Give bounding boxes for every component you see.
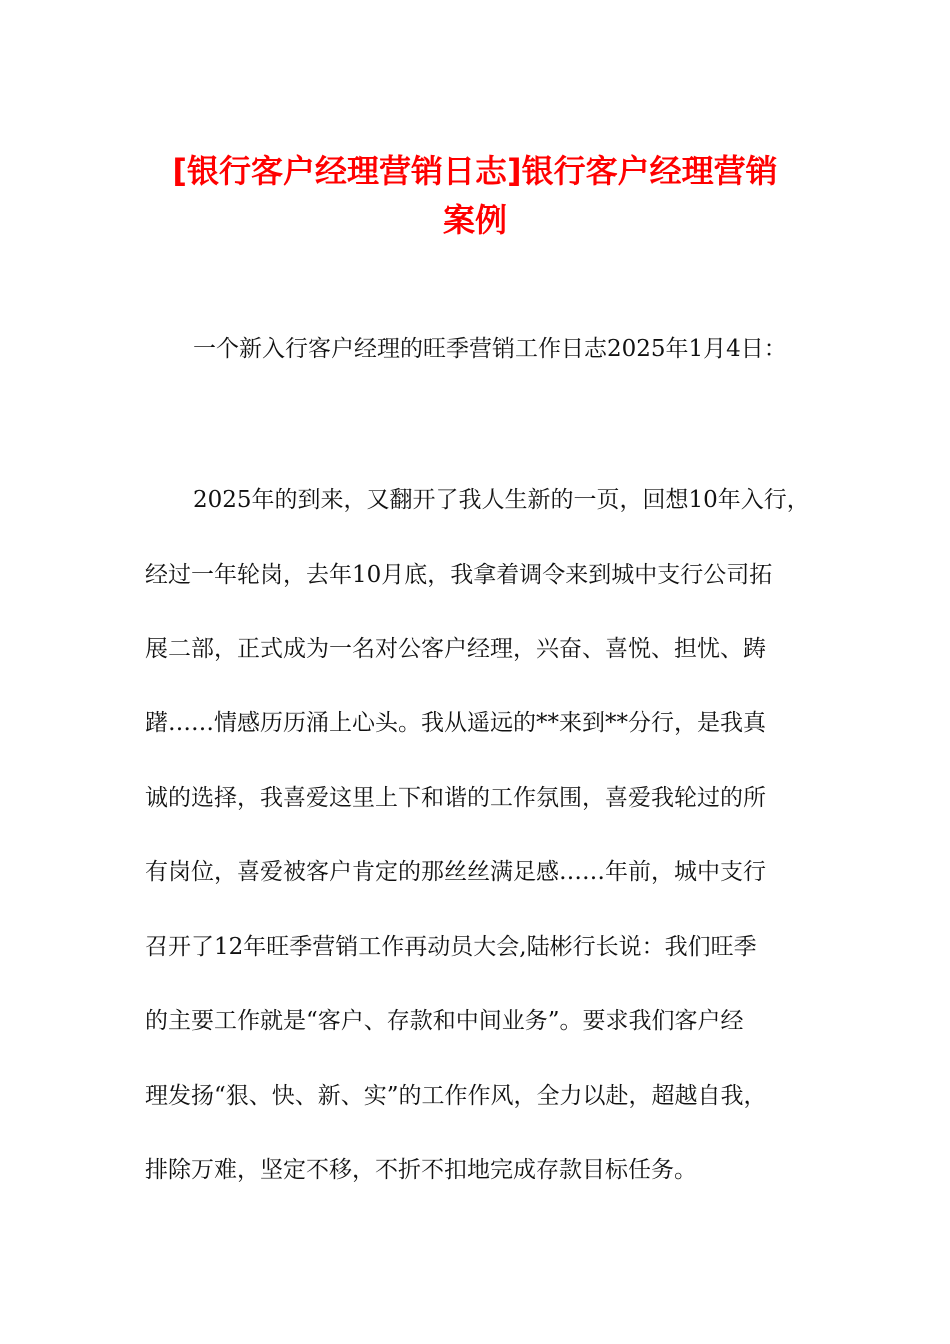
body-line: 展二部，正式成为一名对公客户经理，兴奋、喜悦、担忧、踌	[145, 636, 766, 662]
body-line: 2025年的到来，又翻开了我人生新的一页，回想10年入行，	[193, 487, 810, 513]
body-line: 的主要工作就是“客户、存款和中间业务”。要求我们客户经	[145, 1008, 744, 1034]
body-line: 有岗位，喜爱被客户肯定的那丝丝满足感……年前，城中支行	[145, 859, 766, 885]
document-title-line-2: 案例	[442, 201, 507, 239]
body-line: 召开了12年旺季营销工作再动员大会,陆彬行长说：我们旺季	[145, 934, 757, 960]
body-line: 躇……情感历历涌上心头。我从遥远的**来到**分行，是我真	[145, 710, 766, 736]
body-line: 理发扬“狠、快、新、实”的工作作风，全力以赴，超越自我，	[145, 1083, 767, 1109]
intro-paragraph: 一个新入行客户经理的旺季营销工作日志2025年1月4日：	[193, 336, 787, 362]
body-line: 诚的选择，我喜爱这里上下和谐的工作氛围，喜爱我轮过的所	[145, 785, 766, 811]
body-line: 排除万难，坚定不移，不折不扣地完成存款目标任务。	[145, 1157, 697, 1183]
document-title-line-1: [银行客户经理营销日志]银行客户经理营销	[172, 152, 778, 190]
body-line: 经过一年轮岗，去年10月底，我拿着调令来到城中支行公司拓	[145, 562, 773, 588]
